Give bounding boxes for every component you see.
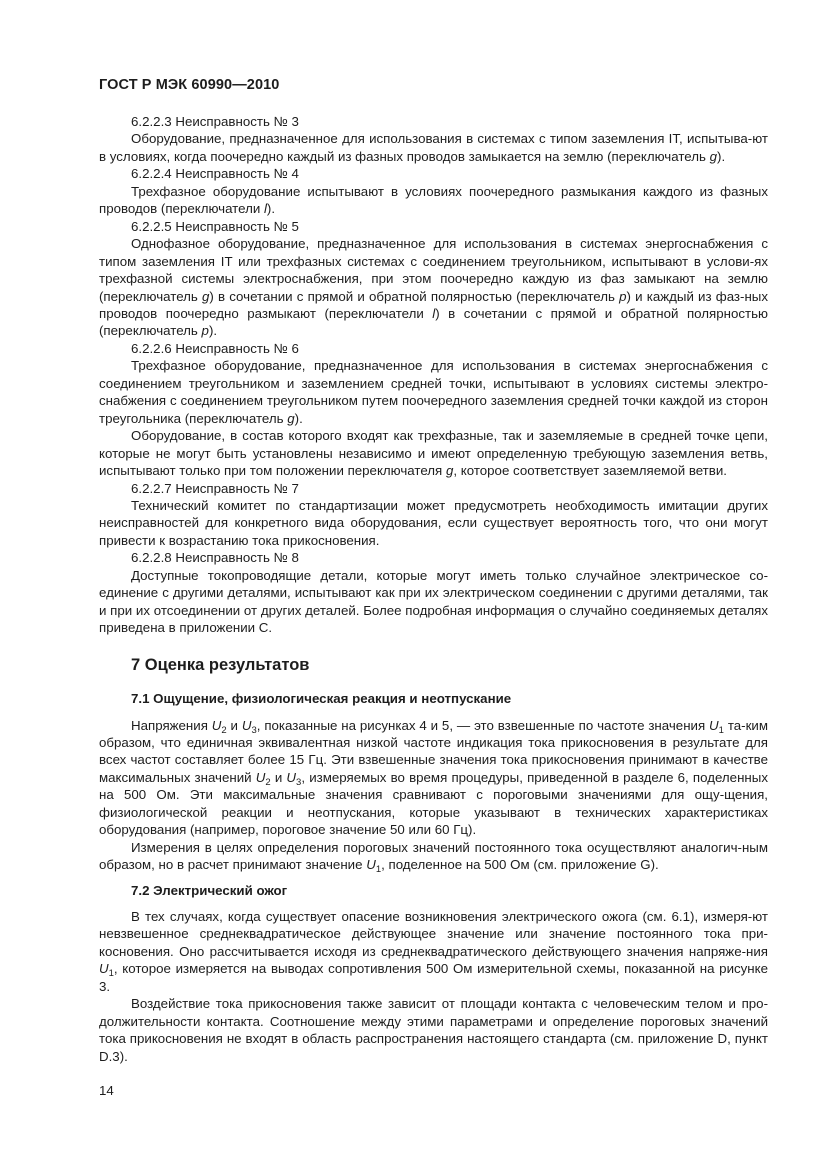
paragraph: Оборудование, предназначенное для использования в системах с типом заземления IT, испытыва-ют в условиях, когда поочередно каждый из фазных проводов замыкается на землю (переключатель g). bbox=[99, 131, 768, 164]
subsection-6-2-2-8: 6.2.2.8 Неисправность № 8 bbox=[131, 550, 299, 566]
subsection-heading-7-1: 7.1 Ощущение, физиологическая реакция и неотпускание bbox=[131, 691, 512, 707]
paragraph: Однофазное оборудование, предназначенное для использования в системах энергоснабжения с типом заземления IT или трехфазных системах с соединением треугольником, испытывают в услови-ях трехфазной системы электроснабжения, при этом поочередно каждую из фаз замыкают на землю (переключатель g) в сочетании с прямой и обратной полярностью (переключатель p) и каждый из фаз-ных проводов поочередно размыкают (переключатели l) в сочетании с прямой и обратной полярностью (переключатель p). bbox=[99, 236, 769, 339]
standard-header: ГОСТ Р МЭК 60990—2010 bbox=[99, 77, 280, 93]
subsection-6-2-2-3: 6.2.2.3 Неисправность № 3 bbox=[131, 114, 299, 129]
page-number: 14 bbox=[99, 1083, 114, 1098]
paragraph: Напряжения $U_2$ и $U_3$, показанные на рисунках 4 и 5, — это взвешенные по частоте значения $U_1$ та-ким образом, что единичная эквивалентная низкой частоте индикация тока прикосновения в результате для всех частот составляет более 15 Гц. Эти взвешенные значения тока прикосновения принимают в качестве максимальных значений $U_2$ и $U_3$, измеряемых во время процедуры, приведенной в разделе 6, поделенных на 500 Ом. Эти максимальные значения сравнивают с пороговыми значениями для ощу-щения, физиологической реакции и неотпускания, которые указывают в технических характеристиках оборудования (например, пороговое значение 50 или 60 Гц). bbox=[99, 717, 768, 838]
section-heading-7: 7 Оценка результатов bbox=[131, 655, 310, 674]
page-body bbox=[99, 113, 768, 1065]
subsection-6-2-2-6: 6.2.2.6 Неисправность № 6 bbox=[131, 340, 299, 356]
subsection-heading-7-2: 7.2 Электрический ожог bbox=[131, 882, 288, 898]
paragraph: Измерения в целях определения пороговых значений постоянного тока осуществляют аналогич-ным образом, но в расчет принимают значение $U_1$, поделенное на 500 Ом (см. приложение G). bbox=[99, 839, 768, 876]
paragraph: Трехфазное оборудование испытывают в условиях поочередного размыкания каждого из фазных проводов (переключатели l). bbox=[99, 183, 768, 217]
subsection-6-2-2-7: 6.2.2.7 Неисправность № 7 bbox=[131, 480, 299, 496]
paragraph: Трехфазное оборудование, предназначенное для использования в системах энергоснабжения с соединением треугольником и заземлением средней точки, испытывают в условиях системы электро-снабжения с соединением треугольником путем поочередного заземления средней точки каждой из сторон треугольника (переключатель g). bbox=[99, 358, 768, 426]
paragraph: Технический комитет по стандартизации может предусмотреть необходимость имитации других неисправностей для конкретного вида оборудования, если существует вероятность того, что они могут привести к возрастанию тока прикосновения. bbox=[99, 497, 768, 548]
subsection-6-2-2-4: 6.2.2.4 Неисправность № 4 bbox=[131, 166, 299, 182]
subsection-6-2-2-5: 6.2.2.5 Неисправность № 5 bbox=[131, 218, 299, 234]
paragraph: Оборудование, в состав которого входят как трехфазные, так и заземляемые в средней точке цепи, которые не могут быть установлены независимо и имеют определенную требующую заземления ветвь, испытывают только при том положении переключателя g, которое соответствует заземляемой ветви. bbox=[99, 428, 768, 479]
paragraph: Воздействие тока прикосновения также зависит от площади контакта с человеческим телом и про-должительности контакта. Соотношение между этими параметрами и определение пороговых значений тока прикосновения не входят в область распространения настоящего стандарта (см. приложение D, пункт D.3). bbox=[99, 996, 768, 1064]
paragraph: В тех случаях, когда существует опасение возникновения электрического ожога (см. 6.1), измеря-ют невзвешенное среднеквадратическое действующее значение или значение постоянного тока при-косновения. Оно рассчитывается исходя из среднеквадратического действующего значения напряже-ния $U_1$, которое измеряется на выводах сопротивления 500 Ом измерительной схемы, показанной на рисунке 3. bbox=[99, 909, 768, 994]
paragraph: Доступные токопроводящие детали, которые могут иметь только случайное электрическое со-единение с другими деталями, испытывают как при их электрическом соединении с другими деталями, так и при их отсоединении от других деталей. Более подробная информация о случайно соединяемых деталях приведена в приложении С. bbox=[99, 567, 768, 636]
